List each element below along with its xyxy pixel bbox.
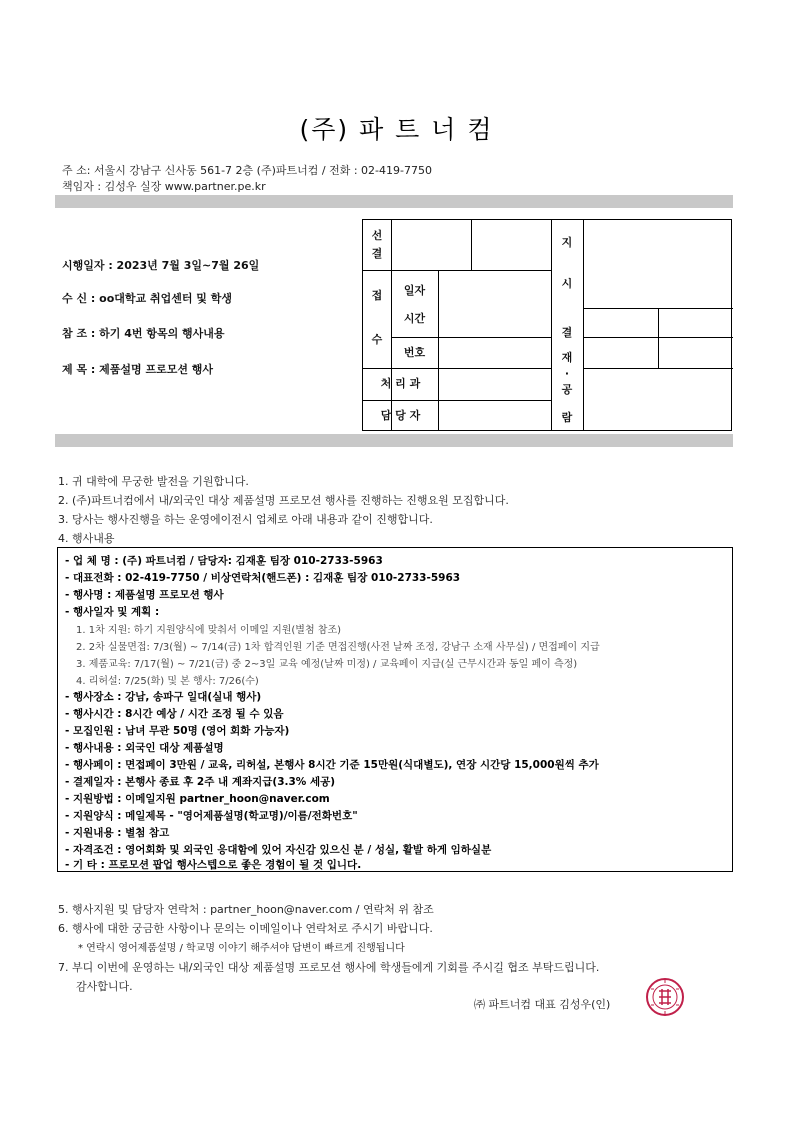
grid-line (583, 337, 733, 338)
company-contact: 책임자 : 김성우 실장 www.partner.pe.kr (62, 180, 266, 193)
approval-label-1: 선 (371, 229, 383, 242)
approval-grid (362, 219, 732, 431)
event-line: - 지원내용 : 별첨 참고 (65, 827, 170, 839)
footer-note-7: 7. 부디 이번에 운영하는 내/외국인 대상 제품설명 프로모션 행사에 학생들에게 기회를 주시길 협조 부탁드립니다. (58, 961, 600, 974)
info-reference: 참 조 : 하기 4번 항목의 행사내용 (62, 327, 225, 340)
info-subject: 제 목 : 제품설명 프로모션 행사 (62, 363, 214, 376)
footer-note-6: 6. 행사에 대한 궁금한 사항이나 문의는 이메일이나 연락처로 주시기 바랍니다. (58, 922, 433, 935)
grid-line (363, 368, 551, 369)
coop-label-4: 공 (561, 383, 573, 396)
signature-line: ㈜ 파트너컴 대표 김성우(인) (474, 998, 611, 1011)
approval-label-2: 결 (371, 247, 383, 260)
reception-label-2: 수 (371, 333, 383, 346)
event-line: - 행사장소 : 강남, 송파구 일대(실내 행사) (65, 691, 262, 703)
footer-note-5: 5. 행사지원 및 담당자 연락처 : partner_hoon@naver.com / 연락처 위 참조 (58, 903, 434, 916)
grid-line (363, 270, 551, 271)
event-line: 1. 1차 지원: 하기 지원양식에 맞춰서 이메일 지원(별첨 참조) (76, 625, 342, 636)
event-line: 4. 리허설: 7/25(화) 및 본 행사: 7/26(수) (76, 676, 259, 687)
note-2: 2. (주)파트너컴에서 내/외국인 대상 제품설명 프로모션 행사를 진행하는 진행요원 모집합니다. (58, 494, 509, 507)
event-line: - 행사내용 : 외국인 대상 제품설명 (65, 742, 224, 754)
coop-label-1: 결 (561, 326, 573, 339)
event-line: - 기 타 : 프로모션 팝업 행사스텝으로 좋은 경험이 될 것 입니다. (65, 859, 362, 871)
note-4: 4. 행사내용 (58, 532, 115, 545)
event-line: 2. 2차 실물면접: 7/3(월) ~ 7/14(금) 1차 합격인원 기준 면접진행(사전 날짜 조정, 강남구 소재 사무실) / 면접페이 지급 (76, 642, 600, 653)
reception-label-1: 접 (371, 289, 383, 302)
event-line: - 행사페이 : 면접페이 3만원 / 교육, 리허설, 본행사 8시간 기준 15만원(식대별도), 연장 시간당 15,000원씩 추가 (65, 759, 599, 771)
event-line: - 모집인원 : 남녀 무관 50명 (영어 회화 가능자) (65, 725, 290, 737)
event-line: - 대표전화 : 02-419-7750 / 비상연락처(핸드폰) : 김재훈 팀장 010-2733-5963 (65, 572, 461, 584)
document-title: (주) 파 트 너 컴 (299, 115, 494, 144)
grid-line (583, 368, 733, 369)
reception-time-label: 시간 (403, 312, 426, 325)
event-line: - 지원방법 : 이메일지원 partner_hoon@naver.com (65, 793, 330, 805)
event-line: - 결제일자 : 본행사 종료 후 2주 내 계좌지급(3.3% 세공) (65, 776, 336, 788)
grid-line (658, 308, 659, 368)
grid-line (438, 270, 439, 368)
event-line: - 행사명 : 제품설명 프로모션 행사 (65, 589, 224, 601)
event-details-box (57, 547, 733, 872)
footer-thanks: 감사합니다. (76, 980, 133, 993)
info-recipient: 수 신 : oo대학교 취업센터 및 학생 (62, 292, 233, 305)
reception-date-label: 일자 (403, 284, 426, 297)
event-line: 3. 제품교육: 7/17(월) ~ 7/21(금) 중 2~3일 교육 예정(날짜 미정) / 교육페이 지급(실 근무시간과 동일 페이 측정) (76, 659, 578, 670)
event-line: - 자격조건 : 영어회화 및 외국인 응대함에 있어 자신감 있으신 분 / 성실, 활발 하게 임하실분 (65, 844, 492, 856)
info-date: 시행일자 : 2023년 7월 3일~7월 26일 (62, 259, 260, 272)
header-divider-bar (55, 195, 733, 208)
grid-line (391, 337, 551, 338)
event-line: - 지원양식 : 메일제목 - "영어제품설명(학교명)/이름/전화번호" (65, 810, 358, 822)
company-seal-icon (645, 977, 685, 1017)
note-1: 1. 귀 대학에 무궁한 발전을 기원합니다. (58, 475, 249, 488)
event-line: - 행사시간 : 8시간 예상 / 시간 조정 될 수 있음 (65, 708, 284, 720)
section-divider-bar (55, 434, 733, 447)
instruction-label-1: 지 (561, 236, 573, 249)
dept-label: 처 리 과 (380, 377, 421, 390)
coop-label-5: 람 (561, 411, 573, 424)
grid-line (471, 220, 472, 270)
note-3: 3. 당사는 행사진행을 하는 운영에이전시 업체로 아래 내용과 같이 진행합니다. (58, 513, 433, 526)
coop-label-3: · (564, 367, 570, 380)
company-address: 주 소: 서울시 강남구 신사동 561-7 2층 (주)파트너컴 / 전화 : 02-419-7750 (62, 164, 432, 177)
footer-note-star: * 연락시 영어제품설명 / 학교명 이야기 해주셔야 답변이 빠르게 진행됩니다 (78, 943, 405, 954)
grid-line (363, 400, 551, 401)
reception-number-label: 번호 (403, 346, 426, 359)
event-line: - 행사일자 및 계획 : (65, 606, 160, 618)
coop-label-2: 재 (561, 351, 573, 364)
instruction-label-2: 시 (561, 277, 573, 290)
event-line: - 업 체 명 : (주) 파트너컴 / 담당자: 김재훈 팀장 010-2733-5963 (65, 555, 383, 567)
grid-line (438, 368, 439, 430)
grid-line (583, 220, 584, 430)
grid-line (583, 308, 733, 309)
manager-label: 담 당 자 (380, 409, 421, 422)
